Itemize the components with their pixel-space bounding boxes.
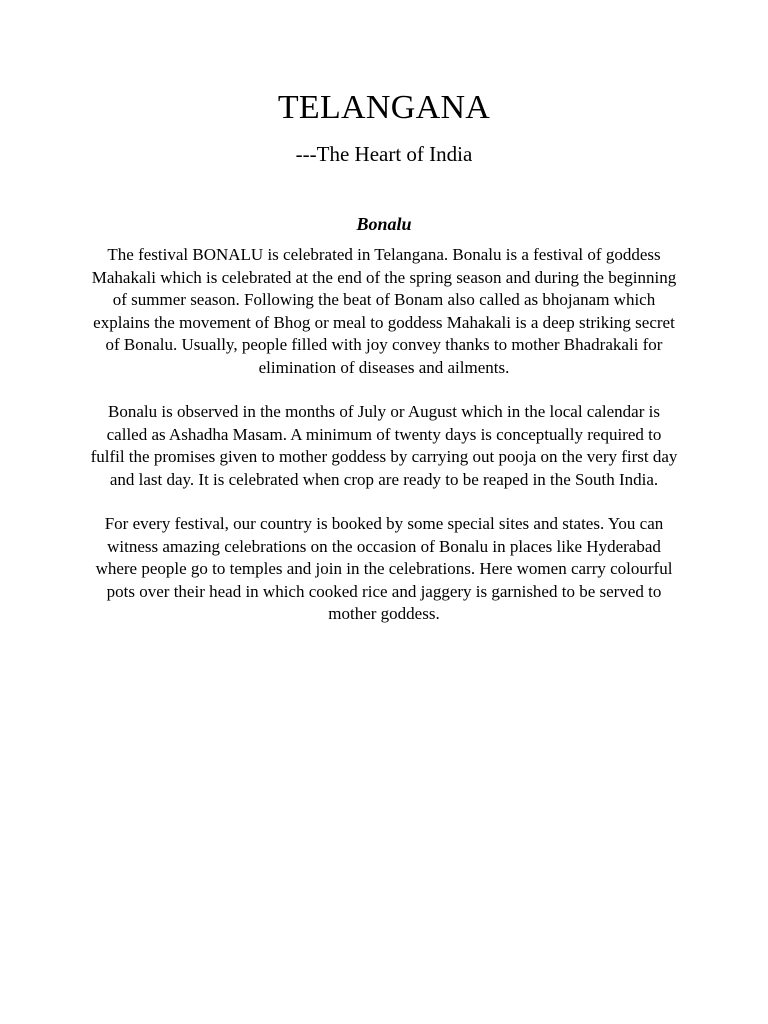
paragraph-1: The festival BONALU is celebrated in Telangana. Bonalu is a festival of goddess Mahakali which is celebrated at the end of the spring season and during the beginning of summer season. Following the beat of Bonam also called as bhojanam which explains the movement of Bhog or meal to goddess Mahakali is a deep striking secret of Bonalu. Usually, people filled with joy convey thanks to mother Bhadrakali for elimination of diseases and ailments. xyxy=(91,245,677,377)
page-subtitle: ---The Heart of India xyxy=(295,142,473,166)
paragraph-3: For every festival, our country is booked by some special sites and states. You can witness amazing celebrations on the occasion of Bonalu in places like Hyderabad where people go to temples and join in the celebrations. Here women carry colourful pots over their head in which cooked rice and jaggery is garnished to be served to mother goddess. xyxy=(95,514,673,623)
page-title: TELANGANA xyxy=(277,89,491,126)
section-body xyxy=(89,244,679,626)
section-heading: Bonalu xyxy=(356,214,412,234)
paragraph-2: Bonalu is observed in the months of July or August which in the local calendar is called as Ashadha Masam. A minimum of twenty days is conceptually required to fulfil the promises given to mother goddess by carrying out pooja on the very first day and last day. It is celebrated when crop are ready to be reaped in the South India. xyxy=(90,402,678,489)
